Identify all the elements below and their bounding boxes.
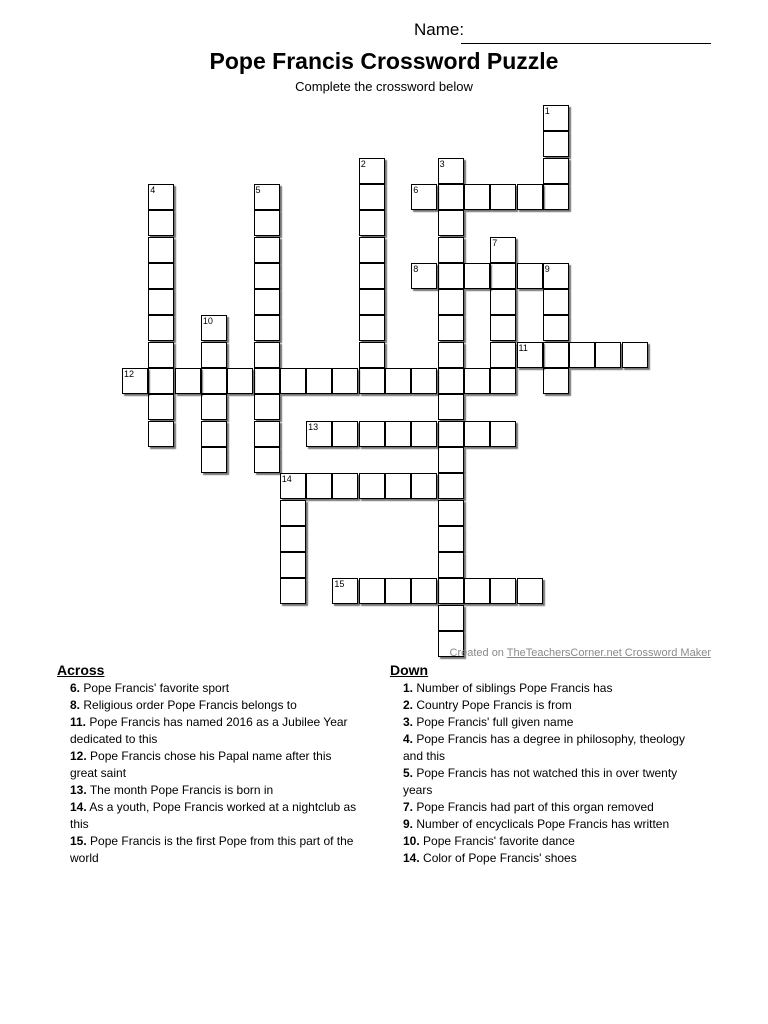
grid-cell[interactable] [148,342,174,368]
clue-continuation: dedicated to this [70,732,158,746]
clue-number: 7. [403,800,414,814]
clue-text: Religious order Pope Francis belongs to [83,698,297,712]
grid-number: 15 [334,579,345,590]
grid-cell[interactable] [438,315,464,341]
clue-number: 2. [403,698,414,712]
grid-cell[interactable] [254,289,280,315]
grid-cell[interactable] [359,473,385,499]
grid-cell[interactable] [543,342,569,368]
clue-number: 6. [70,681,81,695]
grid-number: 3 [439,158,445,169]
down-heading: Down [390,662,429,678]
grid-cell[interactable] [148,210,174,236]
grid-cell[interactable] [280,526,306,552]
clue-number: 14. [403,851,420,865]
clue-item [390,850,720,867]
grid-cell[interactable] [254,394,280,420]
grid-cell[interactable] [490,289,516,315]
clue-item [390,765,720,782]
clue-number: 10. [403,834,420,848]
page-title: Pope Francis Crossword Puzzle [209,48,559,74]
grid-cell[interactable] [543,184,569,210]
name-label: Name: [414,20,465,39]
clue-item [390,816,720,833]
grid-cell[interactable] [359,184,385,210]
clue-continuation: years [403,783,433,797]
clue-text: Pope Francis' favorite dance [423,834,575,848]
grid-cell[interactable] [385,368,411,394]
grid-number: 7 [492,237,498,248]
grid-cell[interactable] [280,500,306,526]
grid-cell[interactable] [227,368,253,394]
grid-cell[interactable] [438,289,464,315]
grid-number: 11 [518,342,528,353]
clue-text: Number of encyclicals Pope Francis has written [416,817,670,831]
grid-cell[interactable] [201,342,227,368]
clue-text: Pope Francis is the first Pope from this part of the [90,834,354,848]
grid-cell[interactable] [438,552,464,578]
grid-cell[interactable] [411,473,437,499]
grid-cell[interactable] [438,421,464,447]
grid-cell[interactable] [438,368,464,394]
grid-number: 5 [255,184,261,195]
grid-number: 4 [150,184,156,195]
grid-cell[interactable] [490,315,516,341]
grid-cell[interactable] [359,578,385,604]
clue-continuation: and this [403,749,446,763]
grid-cell[interactable] [148,315,174,341]
clue-item [57,714,377,731]
clue-text: Pope Francis chose his Papal name after this [90,749,332,763]
clue-item [390,697,720,714]
clue-number: 13. [70,783,87,797]
grid-cell[interactable] [254,315,280,341]
grid-cell[interactable] [254,210,280,236]
grid-cell[interactable] [543,368,569,394]
grid-cell[interactable] [569,342,595,368]
clue-text: Pope Francis has a degree in philosophy, theology [416,732,685,746]
clue-text: Pope Francis' favorite sport [83,681,230,695]
clue-text: Country Pope Francis is from [416,698,572,712]
down-clues [390,662,720,867]
grid-cell[interactable] [464,578,490,604]
grid-cell[interactable] [332,421,358,447]
grid-cell[interactable] [517,184,543,210]
clue-number: 4. [403,732,414,746]
grid-cell[interactable] [306,368,332,394]
clue-item [57,799,377,816]
clue-text: The month Pope Francis is born in [89,783,274,797]
grid-cell[interactable] [490,578,516,604]
grid-cell[interactable] [543,289,569,315]
grid-cell[interactable] [490,184,516,210]
clue-item [57,833,377,850]
credit-prefix: Created on [449,647,504,659]
grid-cell[interactable] [359,315,385,341]
clue-text: Pope Francis' full given name [416,715,574,729]
grid-cell[interactable] [148,421,174,447]
grid-cell[interactable] [438,526,464,552]
grid-number: 10 [202,316,213,327]
grid-cell[interactable] [490,368,516,394]
grid-cell[interactable] [517,578,543,604]
grid-cell[interactable] [332,368,358,394]
grid-number: 14 [281,474,292,485]
grid-cell[interactable] [280,578,306,604]
grid-number: 9 [544,263,550,274]
grid-cell[interactable] [175,368,201,394]
grid-cell[interactable] [148,394,174,420]
clue-number: 14. [70,800,87,814]
grid-cell[interactable] [438,447,464,473]
grid-cell[interactable] [438,578,464,604]
grid-cell[interactable] [490,263,516,289]
grid-number: 2 [360,158,366,169]
grid-cell[interactable] [464,263,490,289]
grid-cell[interactable] [411,421,437,447]
grid-cell[interactable] [359,289,385,315]
clue-item [57,697,377,714]
grid-cell[interactable] [280,368,306,394]
across-list [57,680,377,867]
grid-cell[interactable] [254,421,280,447]
across-heading: Across [57,662,105,678]
clue-number: 9. [403,817,414,831]
credit-link[interactable]: TheTeachersCorner.net Crossword Maker [506,647,711,659]
grid-cell[interactable] [148,368,174,394]
grid-cell[interactable] [490,421,516,447]
grid-cell[interactable] [438,184,464,210]
grid-cell[interactable] [411,368,437,394]
credit [450,647,712,659]
across-clues [57,662,377,867]
clue-text: Color of Pope Francis' shoes [423,851,577,865]
grid-cell[interactable] [359,342,385,368]
clue-number: 15. [70,834,87,848]
clue-item [57,680,377,697]
clue-item [390,731,720,748]
grid-cell[interactable] [359,263,385,289]
grid-cell[interactable] [490,342,516,368]
grid-cell[interactable] [254,237,280,263]
clue-item [57,748,377,765]
grid-cell[interactable] [201,447,227,473]
clue-number: 12. [70,749,87,763]
down-list [390,680,720,867]
clue-text: Pope Francis had part of this organ removed [416,800,654,814]
clue-number: 3. [403,715,414,729]
clue-text: As a youth, Pope Francis worked at a nightclub as [89,800,357,814]
clue-continuation: this [70,817,89,831]
grid-cell[interactable] [332,473,358,499]
grid-cell[interactable] [622,342,648,368]
clue-text: Pope Francis has named 2016 as a Jubilee Year [89,715,348,729]
grid-cell[interactable] [595,342,621,368]
grid-cell[interactable] [385,473,411,499]
grid-number: 12 [124,369,135,379]
clue-continuation: great saint [70,766,127,780]
grid-cell[interactable] [148,289,174,315]
grid-cell[interactable] [411,578,437,604]
grid-cell[interactable] [254,342,280,368]
grid-cell[interactable] [148,263,174,289]
grid-cell[interactable] [517,263,543,289]
grid-cell[interactable] [359,210,385,236]
clue-text: Pope Francis has not watched this in over twenty [416,766,678,780]
grid-number: 8 [413,263,419,274]
clue-continuation: world [70,851,99,865]
clue-number: 11. [70,715,87,729]
clue-item [390,799,720,816]
grid-cell[interactable] [438,263,464,289]
clue-item [390,714,720,731]
grid-cell[interactable] [543,315,569,341]
grid-cell[interactable] [438,500,464,526]
grid-cell[interactable] [306,473,332,499]
grid-cell[interactable] [438,237,464,263]
grid-number: 6 [413,184,419,195]
grid-cell[interactable] [438,394,464,420]
grid-cell[interactable] [201,394,227,420]
page-subtitle: Complete the crossword below [295,79,473,94]
grid-cell[interactable] [543,158,569,184]
grid-cell[interactable] [148,237,174,263]
grid-cell[interactable] [464,421,490,447]
grid-cell[interactable] [201,421,227,447]
clue-number: 5. [403,766,414,780]
grid-cell[interactable] [201,368,227,394]
grid-cell[interactable] [359,368,385,394]
clue-text: Number of siblings Pope Francis has [416,681,613,695]
grid-number: 1 [544,106,550,116]
clue-number: 8. [70,698,81,712]
grid-cell[interactable] [438,210,464,236]
grid-cell[interactable] [359,237,385,263]
grid-cell[interactable] [280,552,306,578]
clue-number: 1. [403,681,414,695]
grid-cell[interactable] [254,263,280,289]
grid-cell[interactable] [438,342,464,368]
grid-cell[interactable] [254,447,280,473]
grid-cell[interactable] [543,131,569,157]
clue-item [57,782,377,799]
grid-number: 13 [308,421,319,432]
grid-cell[interactable] [438,605,464,631]
grid-cell[interactable] [438,473,464,499]
clue-item [390,680,720,697]
grid-cell[interactable] [254,368,280,394]
grid-cell[interactable] [464,368,490,394]
grid-cell[interactable] [385,421,411,447]
clue-item [390,833,720,850]
grid-cell[interactable] [359,421,385,447]
grid-cell[interactable] [464,184,490,210]
grid-cell[interactable] [385,578,411,604]
